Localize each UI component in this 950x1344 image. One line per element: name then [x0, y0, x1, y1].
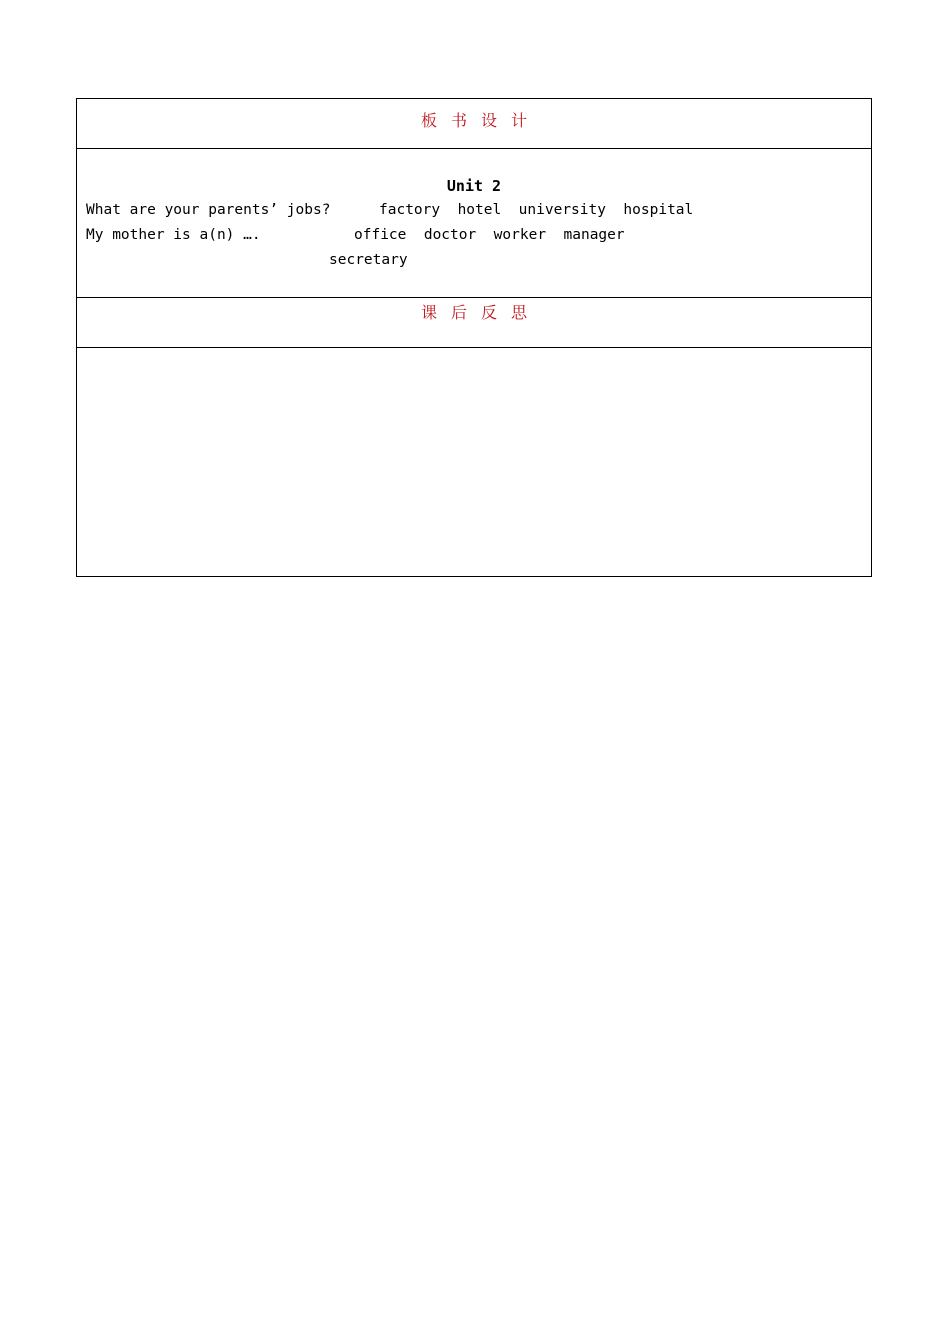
lesson-plan-table: [76, 98, 872, 577]
board-design-content-row: [77, 149, 871, 298]
vocab-line-3: secretary: [329, 252, 408, 268]
board-design-header-row: [77, 99, 871, 149]
reflection-content-row: [77, 348, 871, 576]
vocab-line-1: factory hotel university hospital: [379, 202, 694, 218]
board-design-heading: 板书设计: [420, 111, 541, 130]
question-line-2: My mother is a(n) ….: [86, 227, 261, 243]
reflection-heading: 课后反思: [420, 303, 541, 322]
question-line-1: What are your parents’ jobs?: [86, 202, 331, 218]
unit-title: Unit 2: [446, 177, 502, 195]
vocab-line-2: office doctor worker manager: [354, 227, 625, 243]
reflection-header-row: [77, 298, 871, 348]
